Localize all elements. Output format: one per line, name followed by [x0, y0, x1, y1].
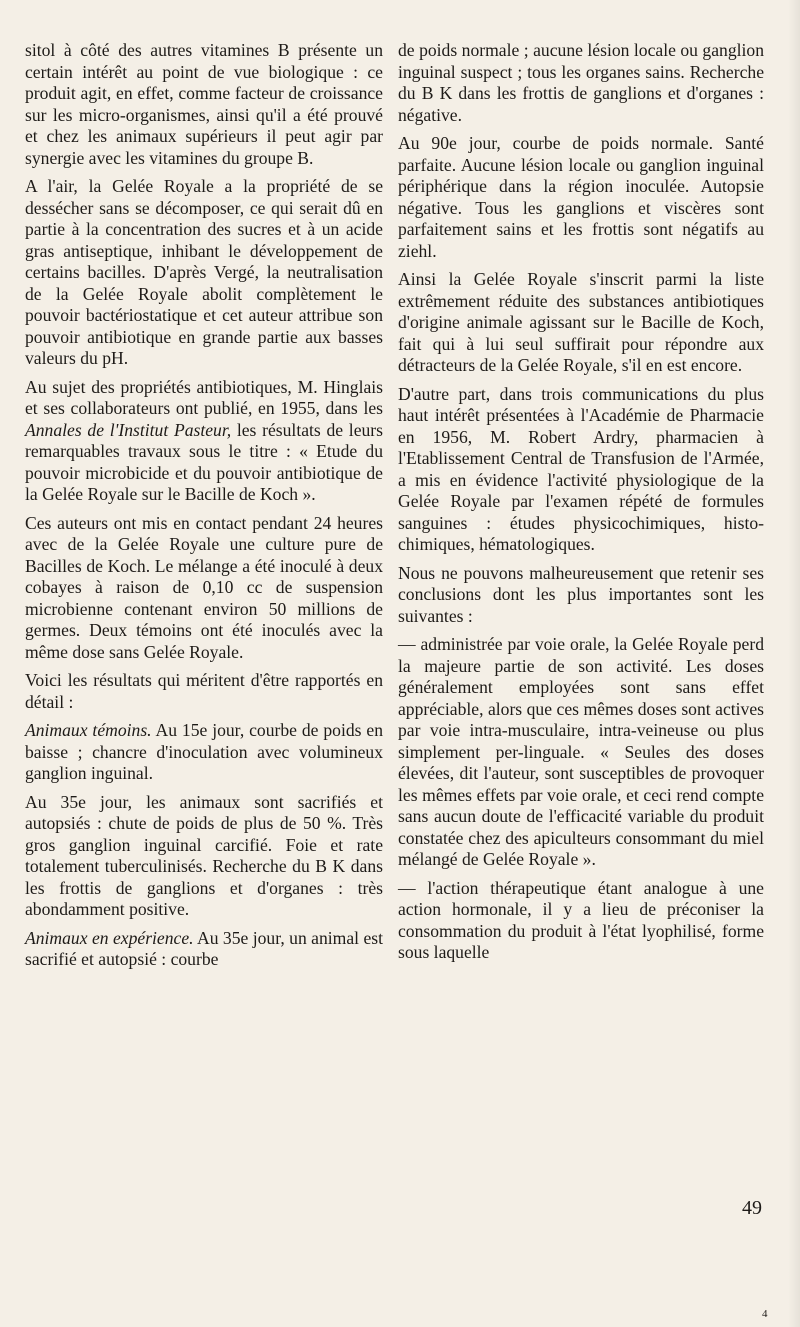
- left-column: [25, 40, 383, 978]
- text-span: Au 35e jour, un animal est sacrifié et autopsié : courbe: [25, 927, 384, 969]
- text-span: Au sujet des propriétés antibiotiques, M. Hinglais et ses collaborateurs ont publié, en 1955, dans les: [25, 376, 383, 418]
- paragraph: Au 35e jour, les animaux sont sacrifiés et autopsiés : chute de poids de plus de 50 %. Très gros ganglion inguinal carcifié. Foie et rate totalement tuberculinisés. Recherche du B K dans les frottis de ganglions et d'organes : très abondamment positive.: [25, 791, 383, 919]
- paragraph: [25, 928, 383, 971]
- signature-mark: 4: [762, 1308, 768, 1320]
- paragraph: sitol à côté des autres vitamines B présente un certain intérêt au point de vue biologique : ce produit agit, en effet, comme facteur de croissance sur les micro-organismes, ainsi qu'il a été prouvé et chez les animaux supérieurs il peut agir par synergie avec les vitamines du groupe B.: [25, 40, 383, 168]
- page-number: 49: [742, 1197, 762, 1219]
- paragraph: [25, 720, 383, 785]
- paragraph: Ainsi la Gelée Royale s'inscrit parmi la liste extrêmement réduite des substances antibiotiques d'origine animale agissant sur le Bacille de Koch, fait qui à lui seul suffirait pour répondre aux détracteurs de la Gelée Royale, s'il en est encore.: [398, 269, 764, 375]
- journal-title: Annales de l'Institut Pasteur,: [25, 419, 232, 440]
- section-label: Animaux en expérience.: [25, 927, 194, 948]
- paragraph: D'autre part, dans trois communications du plus haut intérêt présentées à l'Académie de Pharmacie en 1956, M. Robert Ardry, pharmacien à l'Etablissement Central de Transfusion de l'Armée, a mis en évidence l'activité physiologique de la Gelée Royale par l'examen répété de formules sanguines : études physicochimiques, histo-chimiques, hématologiques.: [398, 383, 764, 554]
- paragraph: A l'air, la Gelée Royale a la propriété de se dessécher sans se décomposer, ce qui serait dû en partie à la concentration des sucres et à un acide gras antiseptique, inhibant le développement de certains bacilles. D'après Vergé, la neutralisation de la Gelée Royale abolit complètement le pouvoir bactériostatique et cet auteur attribue son pouvoir antibiotique en grande partie aux basses valeurs du pH.: [25, 176, 383, 368]
- paragraph: Nous ne pouvons malheureusement que retenir ses conclusions dont les plus importantes sont les suivantes :: [398, 562, 764, 626]
- paragraph: — administrée par voie orale, la Gelée Royale perd la majeure partie de son activité. Les doses généralement employées sont sans effet appréciable, alors que ces mêmes doses sont actives par voie intra-musculaire, intra-veineuse ou plus simplement per-linguale. « Seules des doses élevées, dit l'auteur, sont susceptibles de provoquer les mêmes effets par voie orale, et ceci rend compte sans aucun doute de l'efficacité variable du produit constatée chez des apiculteurs consommant du miel mélangé de Gelée Royale ».: [398, 634, 764, 869]
- section-label: Animaux témoins.: [25, 720, 152, 740]
- paragraph: de poids normale ; aucune lésion locale ou ganglion inguinal suspect ; tous les organes sains. Recherche du B K dans les frottis de ganglions et d'organes : négative.: [398, 40, 764, 125]
- paragraph: Au 90e jour, courbe de poids normale. Santé parfaite. Aucune lésion locale ou ganglion inguinal périphérique dans la région inoculée. Autopsie négative. Tous les ganglions et viscères sont parfaitement sains et les frottis sont négatifs au ziehl.: [398, 133, 764, 261]
- right-column: [398, 40, 764, 971]
- paragraph: Voici les résultats qui méritent d'être rapportés en détail :: [25, 670, 383, 712]
- text-span: Au 15e jour, courbe de poids en baisse ; chancre d'inoculation avec volumineux ganglion inguinal.: [25, 720, 383, 783]
- page-edge-shadow: [788, 0, 800, 1327]
- paragraph: Ces auteurs ont mis en contact pendant 24 heures avec de la Gelée Royale une culture pure de Bacilles de Koch. Le mélange a été inoculé à deux cobayes à raison de 0,10 cc de suspension microbienne contenant environ 50 millions de germes. Deux témoins ont été inoculés avec la même dose sans Gelée Royale.: [25, 512, 383, 662]
- paragraph: [25, 377, 383, 506]
- paragraph: — l'action thérapeutique étant analogue à une action hormonale, il y a lieu de préconiser la consommation du produit à l'état lyophilisé, forme sous laquelle: [398, 877, 764, 962]
- text-span: les résultats de leurs remarquables travaux sous le titre : « Etude du pouvoir microbicide et du pouvoir antibiotique de la Gelée Royale sur le Bacille de Koch ».: [25, 419, 384, 504]
